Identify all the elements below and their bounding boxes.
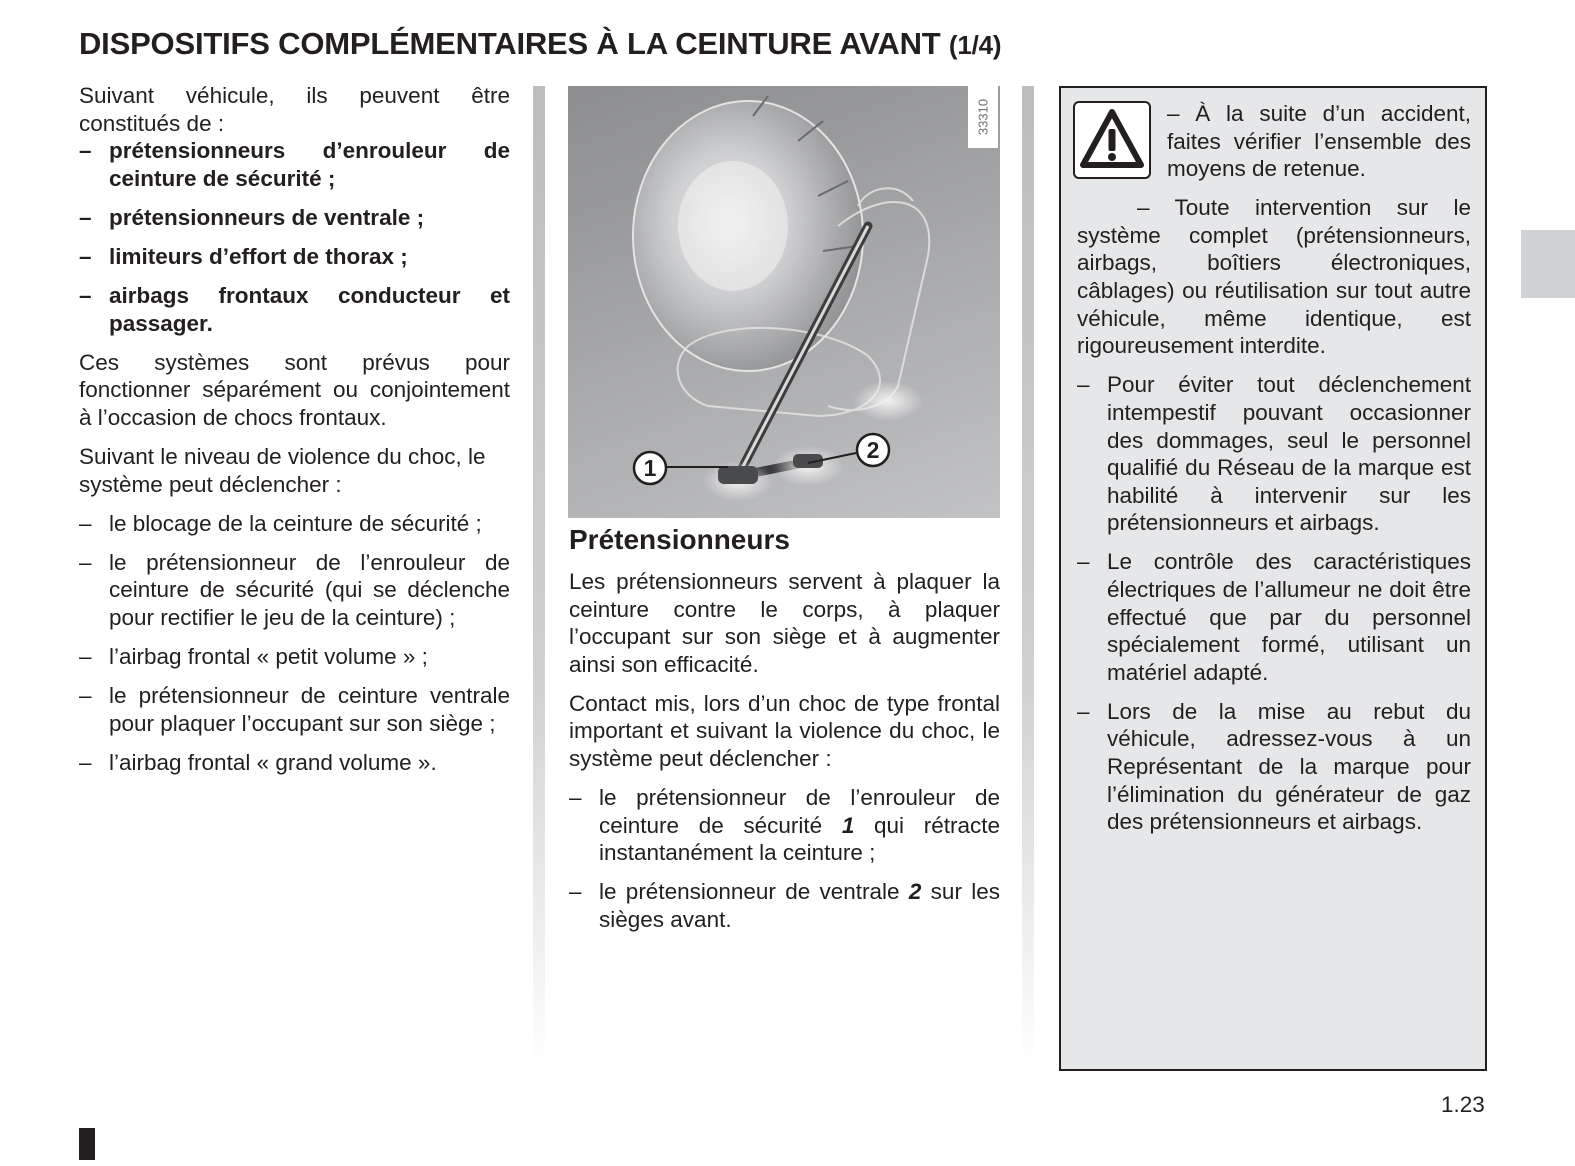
trigger-list	[79, 510, 510, 777]
page-title	[79, 26, 1129, 62]
section-heading: Prétensionneurs	[569, 524, 790, 555]
list-item: – le prétensionneur de l’enrouleur de ceinture de sécurité (qui se déclenche pour rectifier le jeu de la ceinture) ;	[79, 549, 510, 630]
component-list	[79, 137, 510, 337]
list-item: – limiteurs d’effort de thorax ;	[79, 243, 408, 269]
warning-paragraph: – Toute intervention sur le système complet (prétensionneurs, airbags, boîtiers électroniques, câblages) ou réutilisation sur tout autre véhicule, même identique, est rigoureusement interdite.	[1077, 195, 1471, 359]
callout-1: 1	[643, 455, 657, 481]
title-part: (1/4)	[948, 30, 1002, 60]
figure-code: 33310	[968, 86, 998, 148]
callout-2: 2	[866, 437, 880, 463]
list-item: – l’airbag frontal « petit volume » ;	[79, 644, 428, 670]
ref-number: 1	[841, 812, 855, 838]
pretensioner-list	[569, 784, 1000, 933]
left-column	[79, 82, 510, 788]
page-number: 1.23	[1441, 1092, 1485, 1117]
list-item: – airbags frontaux conducteur et passager.	[79, 283, 510, 336]
paragraph: Suivant le niveau de violence du choc, le système peut déclencher :	[79, 444, 486, 497]
intro-text: Suivant véhicule, ils peuvent être constitués de :	[79, 83, 510, 136]
list-item: – le prétensionneur de ventrale 2 sur les sièges avant.	[569, 879, 1000, 933]
section-tab	[1521, 230, 1575, 298]
warning-list	[1077, 371, 1471, 836]
list-item: – le prétensionneur de l’enrouleur de ceinture de sécurité 1 qui rétracte instantanément la ceinture ;	[569, 785, 1000, 866]
list-item: – le prétensionneur de ceinture ventrale pour plaquer l’occupant sur son siège ;	[79, 683, 510, 736]
paragraph: Contact mis, lors d’un choc de type frontal important et suivant la violence du choc, le système peut déclencher :	[569, 690, 1000, 772]
list-item: – prétensionneurs d’enrouleur de ceinture de sécurité ;	[79, 138, 510, 191]
corner-mark	[79, 1128, 95, 1160]
title-main: DISPOSITIFS COMPLÉMENTAIRES À LA CEINTURE AVANT	[79, 26, 941, 61]
illustration-drawing	[568, 86, 1000, 518]
paragraph: Ces systèmes sont prévus pour fonctionner séparément ou conjointement à l’occasion de chocs frontaux.	[79, 349, 510, 430]
list-item: – Lors de la mise au rebut du véhicule, adressez-vous à un Représentant de la marque pour l’élimination du générateur de gaz des prétensionneurs et airbags.	[1077, 698, 1471, 835]
column-separator	[533, 86, 545, 1066]
airbag-seatbelt-illustration	[568, 86, 1000, 518]
warning-paragraph: – À la suite d’un accident, faites vérifier l’ensemble des moyens de retenue.	[1167, 101, 1471, 182]
list-item: – l’airbag frontal « grand volume ».	[79, 749, 437, 775]
list-item: – prétensionneurs de ventrale ;	[79, 204, 425, 230]
list-item: – Pour éviter tout déclenchement intempestif pouvant occasionner des dommages, seul le personnel qualifié du Réseau de la marque est habilité à intervenir sur les prétensionneurs et airbags.	[1077, 372, 1471, 536]
column-separator	[1022, 86, 1034, 1066]
list-item: – le blocage de la ceinture de sécurité ;	[79, 510, 482, 536]
list-item: – Le contrôle des caractéristiques électriques de l’allumeur ne doit être effectué que par du personnel spécialement formé, utilisant un matériel adapté.	[1077, 549, 1471, 685]
middle-column	[569, 568, 1000, 945]
paragraph: Les prétensionneurs servent à plaquer la ceinture contre le corps, à plaquer l’occupant sur son siège et à augmenter ainsi son efficacité.	[569, 569, 1000, 677]
ref-number: 2	[908, 879, 922, 905]
warning-text	[1077, 100, 1471, 847]
